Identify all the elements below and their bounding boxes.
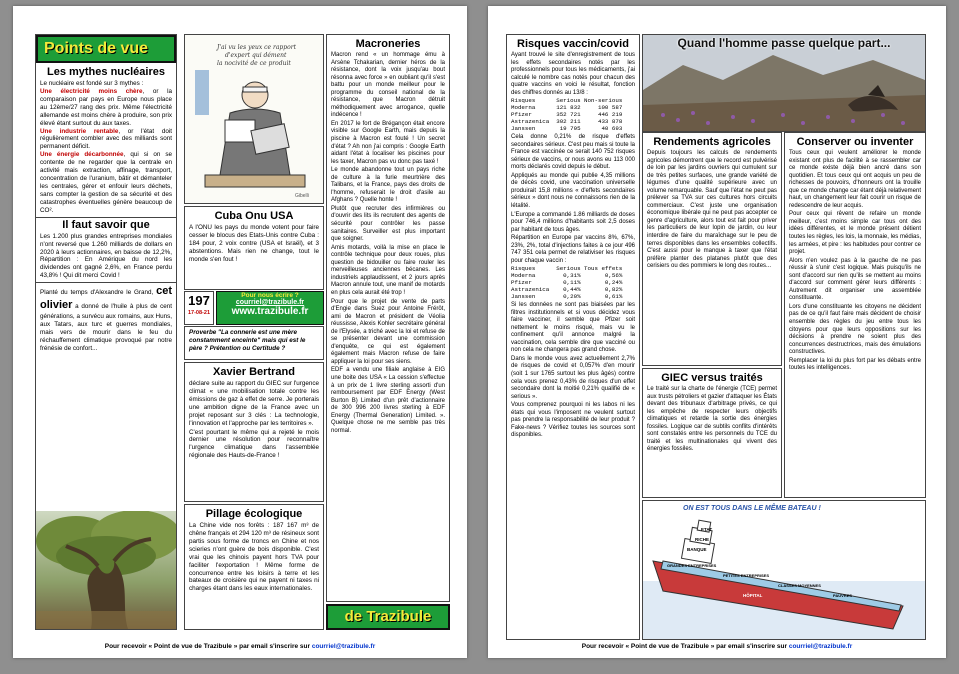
issue-number: 197: [188, 293, 210, 308]
table-row: Janssen 19 795 40 693: [511, 125, 623, 133]
table-header: Risques Serious Tous effets: [511, 265, 623, 273]
giec-title: GIEC versus traités: [661, 372, 763, 384]
macron-text-7: EDF a vendu une filiale anglaise à EIG une boite des USA « La cession s'effectue à un prix de 1 livre sterling assorti d'un remboursement par EDF Energy (West Burton B) Limited d'un prêt d'actionnaire de 300 996 200 livres sterling à EDF Energy (Thermal Generation) Limited. ». Quelque chose ne me semble pas très normal.: [331, 367, 445, 434]
conserver-text-5: Remplacer la loi du plus fort par les débats entre toutes les intelligences.: [789, 357, 921, 372]
proverbe-box: [184, 326, 324, 360]
macroneries-article: [326, 34, 450, 602]
cuba-title: Cuba Onu USA: [214, 210, 294, 222]
olivier-text: Planté du temps d'Alexandre le Grand, cet olivier a donné de l'huile à plus de cent générations, a survécu aux romains, aux Huns, aux Tatars, aux turc et guerres mondiales, mais vers de mourir dans le feu du réchauffement climatique provoqué par notre frénésie de confort...: [40, 285, 172, 352]
cartoon-expert-report: [184, 34, 324, 204]
giec-article: [642, 368, 782, 498]
boat-label-moyennes: CLASSES MOYENNES: [778, 583, 821, 588]
table-row: Moderna 121 832 100 587: [511, 104, 623, 112]
risques-text-2: Cela donne 0,21% de risque d'effets secondaires sérieux. C'est peu mais si toute la France est vaccinée ce serait 140 752 risques sérieux de vaccins, or nous avons eu 113 000 morts déclarés covid depuis le début.: [511, 134, 635, 171]
macron-text-4: Plutôt que recruter des infirmières ou d'ouvrir des lits ils recrutent des agents de sécurité pour contrôler les passe sanitaires. Surveiller est plus important que soigner.: [331, 205, 445, 243]
bertrand-article: [184, 362, 324, 502]
conserver-text-2: Pour ceux qui rêvent de refaire un monde meilleur, c'est moins simple car tous ont des idées différentes, et le monde présent détient toutes les règles, les lois, la monnaie, les médias, les armées, et pire : les habitudes pour contrer ce projet.: [789, 211, 921, 256]
cuba-article: [184, 206, 324, 290]
svg-text:d'expert qui dément: d'expert qui dément: [225, 52, 287, 59]
conserver-text-4: Lors d'une constituante les citoyens ne décident pas de ce qu'il faut faire mais décident de choisir ensemble des règles du jeu entre tous les citoyens pour que leurs oppositions sur les décisions à prendre ne soient plus des concurrences destructrices, mais des émulations constructives.: [789, 303, 921, 356]
cuba-text: A l'ONU les pays du monde votent pour faire cesser le blocus des Etats-Unis contre Cuba : 184 pour, 2 voix contre (USA et Israël), et 3 abstentions. Mais rien ne change, tout le monde s'en fout !: [189, 224, 319, 263]
risques-text-5: Répartition en Europe par vaccins 8%, 67%, 23%, 2%, total d'injections faites à ce jour 496 747 351 cela permet de relativiser les risques pour chaque vaccin :: [511, 235, 635, 264]
risques-table-2: [511, 266, 635, 301]
boat-label-etat: ETAT: [701, 527, 713, 532]
macron-text-3: Le monde abandonne tout un pays riche de culture à la furie meurtrière des Talibans, et la France, pays des droits de l'homme, refuserait le droit d'asile au Afghans ? Quelle honte !: [331, 167, 445, 204]
newsletter-page-right: [488, 6, 946, 658]
conserver-text-1: Tous ceux qui veulent améliorer le monde existant ont plus de facilité à se rassembler car ce monde existe déjà bien ancré dans son quotidien. Et tous ceux qui ont acquis un peu de richesses de pouvoirs, d'honneurs ont la trouille que ce monde change car étant déjà relativement haut, un changement leur fait courir un risque de redescendre de leur acquis.: [789, 150, 921, 209]
bertrand-text-2: C'est pourtant le même qui a rejeté le mois dernier une résolution pour reconnaître l'urgence climatique dans l'assemblée régionale des Hauts-de-France !: [189, 428, 319, 460]
svg-text:J'ai vu les yeux ce rapport: J'ai vu les yeux ce rapport: [217, 44, 297, 51]
risques-text-1: Ayant trouvé le site d'enregistrement de tous les effets secondaires notés par les professionnels pour tous les médicaments, j'ai calculé le nombre cas notés pour chacun des quatre vaccins en voici le résultat, fonction des chiffres donnés au 13/8 :: [511, 52, 635, 96]
boat-caption: ON EST TOUS DANS LE MÊME BATEAU !: [683, 505, 821, 512]
website-link[interactable]: www.trazibule.fr: [231, 306, 309, 317]
table-row: Pfizer 0,11% 0,24%: [511, 279, 623, 287]
savoir-title: Il faut savoir que: [62, 218, 150, 231]
contact-email-link[interactable]: courriel@trazibule.fr: [235, 299, 305, 306]
table-row: Moderna 0,31% 0,56%: [511, 272, 623, 280]
macron-text-1: Macron rend « un hommage ému à Arsène Tchakarian, dernier héros de la résistance, dont la voix jusqu'au bout résonna avec force » en oubliant qu'il s'est battu pour un monde meilleur pour le programme du conseil national de la résistance, que Macron détruit méthodiquement avec arrogance, quelle indécence !: [331, 52, 445, 119]
left-footer: Pour recevoir « Point de vue de Trazibule » par email s'inscrire sur courriel@trazibule.fr: [104, 643, 376, 650]
pillage-title: Pillage écologique: [205, 508, 303, 520]
giec-text: Le traité sur la charte de l'énergie (TCE) permet aux trusts pétroliers et gazier d'attaquer les États devant des tribunaux d'arbitrage privés, ce qui les empêche de respecter leurs objectifs climatiques et retarde la sortie des énergies fossiles. Logique car de subtils conflits d'intérêts sont constatés entre les personnels du TCE du traité et les multinationales qui vivent des énergies fossiles.: [647, 386, 777, 453]
nucleaire-text: Le nucléaire est fondé sur 3 mythes : Une électricité moins chère, or la comparaison par pays en Europe nous place au 12ème/27 rang des prix. Même l'électricité allemande est moins chère à produire, son prix élevé étant surtout du aux taxes. Une industrie rentable, or l'état doit régulièrement combler avec des milliards sont permanent déficit. Une énergie décarbonnée, qui si on se contente de ne regarder que la centrale en activité mais extraction, affinage, transport, concentration de l'uranium, bâtir et démanteler les centrales, gérer et enfouir leurs déchets, sans compter la gestion de sa sécurité et des catastrophes éventuelles génère beaucoup de CO².: [40, 80, 172, 214]
risques-text-3: Appliqués au monde qui publie 4,35 millions de décès covid, une vaccination universelle produirait 15,8 millions « d'effets secondaires sérieux » dont nous ne connaissons rien de la létalité.: [511, 172, 635, 209]
boat-label-banque: BANQUE: [687, 547, 707, 552]
risques-text-4: L'Europe a commandé 1.86 milliards de doses pour 746,4 millions d'habitants soit 2,5 doses par habitant de tous âges.: [511, 211, 635, 233]
conserver-article: [784, 132, 926, 498]
risques-text-8: Vous comprenez pourquoi ni les labos ni les états qui vous l'imposent ne veulent surtout pas prendre la responsabilité de leur produit ? Fake-news ? Vérifiez toutes les sources sont disponibles.: [511, 402, 635, 439]
pillage-article: [184, 504, 324, 630]
rendements-text: Depuis toujours les calculs de rendements agricoles démontrent que le record est pulvérisé de loin par les jardins ouvriers qui cumulent sur de très petites surfaces, une grande variété de légumes d'une qualité supérieure avec un volume remarquable. Sauf que l'état ne peut pas prélever sa TVA sur ces cultures hors circuits commerciaux. C'est juste une organisation économique libérale qui ne peut pas accepter ce genre d'agriculture, alors tout est fait pour priver les particuliers de leur lopin de jardin, ou leur interdire de faire du maraîchage sur le peu de terres disponibles dans les ensembles collectifs. C'est aussi pour le manque à taxer que l'état préfère planter des platanes plutôt que des cerisiers ou des pommiers le long des routes...: [647, 150, 777, 270]
boat-label-riche: RICHE: [695, 537, 710, 542]
macron-text-2: En 2017 le fort de Brégançon était encore visible sur Google Earth, mais depuis la piscine à Macron est fouté ! Un secret d'état ? Ah non j'ai compris : Google Earth aidant l'état à localiser les piscines pour les taxer, Macron pas vu donc pas taxé !: [331, 120, 445, 165]
macroneries-title: Macroneries: [355, 38, 421, 50]
bertrand-text-1: déclare suite au rapport du GIEC sur l'urgence climat « une mobilisation totale contre les émissions de gaz à effet de serre. Je porterais une ambition digne de la France avec un projet reposant sur 3 clés : La technologie, l'innovation et l'approche par les territoires ».: [189, 380, 319, 427]
svg-text:Gibelli: Gibelli: [295, 193, 309, 199]
conserver-text-3: Alors n'en voulez pas à la gauche de ne pas réussir à s'unir c'est logique. Mais puisqu'ils ne sont d'accord sur rien qu'ils se mettent au moins d'accord sur comment gérer leurs différents : Autrement dit organiser une assemblée constituante.: [789, 257, 921, 302]
issue-date: 17-08-21: [187, 310, 211, 316]
conserver-title: Conserver ou inventer: [796, 136, 914, 148]
table-header: Risques Serious Non-serious: [511, 97, 623, 105]
svg-text:la nocivité de ce produit: la nocivité de ce produit: [217, 60, 291, 67]
nucleaire-title: Les mythes nucléaires: [46, 66, 165, 78]
table-row: Astrazenica 302 211 433 878: [511, 118, 623, 126]
newsletter-page-left: [13, 6, 467, 658]
table-row: Astrazenica 0,44% 0,82%: [511, 286, 623, 294]
risques-text-7: Dans le monde vous avez actuellement 2,7% de risques de covid et 0,057% d'en mourir (soit 1 sur 1765 surtout les plus âgés) contre cela vous prenez 0,43% de risques d'un effet secondaire dont la moitié 0,21% qualifié de « serious ».: [511, 355, 635, 400]
quand-title: Quand l'homme passe quelque part...: [677, 36, 891, 50]
boat-cartoon: [642, 500, 926, 640]
risques-table-1: [511, 98, 635, 133]
left-column-1: [35, 34, 177, 630]
boat-label-grandes: GRANDES ENTREPRISES: [667, 563, 717, 568]
issue-info: [184, 291, 324, 325]
banner-points-de-vue: Points de vue: [36, 35, 176, 63]
macron-text-6: Pour que le projet de vente de parts d'Engie dans Suez pour Antoine Fréröt, ami de Macron et président de Véolia réussisse, Alexis Kohler secrétaire général de l'Elysée, a triché avec la loi et refuse de se présenter devant une commission d'enquête, ce qui est également également mais Macron refuse de faire appliquer la loi pour ses siens.: [331, 298, 445, 365]
risques-text-6: Si les données ne sont pas biaisées par les filtres institutionnels et si vous décidez vous faire vacciner, il semble que Pfizer soit nettement le moins risqué, mais vu le confinement qu'il annonce malgré la vaccination, cela semble dire que vacciné ou non cela ne changera pas grand chose.: [511, 302, 635, 354]
banner-de-trazibule: de Trazibule: [326, 604, 450, 630]
write-label: Pour nous écrire ?: [241, 292, 299, 299]
boat-label-hopital: HÔPITAL: [743, 593, 763, 598]
macron-text-5: Amis motards, voilà la mise en place le contrôle technique pour deux roues, plus question de bidouiller ou faire rouler les merveilleuses anciennes bécanes. Les industriels applaudissent, et 2 jours après Macron annule tout, une manif de motards en plus cela aurait été trop !: [331, 244, 445, 296]
right-footer-email-link[interactable]: courriel@trazibule.fr: [788, 643, 853, 650]
boat-label-petites: PETITES ENTREPRISES: [723, 573, 770, 578]
risques-title: Risques vaccin/covid: [517, 38, 629, 50]
pillage-text: La Chine vide nos forêts : 187 167 m³ de chêne français et 294 120 m³ de résineux sont partis sous forme de troncs en Chine et nos scieries n'ont guère de bois disponible. C'est vrai que les chinois payent hors TVA pour faciliter l'exportation ! Même forme de concurrence entre les loisirs à terre et les bateaux de croisière qui ne payent ni taxes ni charges étant dans les eaux internationales.: [189, 522, 319, 593]
bertrand-title: Xavier Bertrand: [213, 366, 295, 378]
savoir-text: Les 1.200 plus grandes entreprises mondiales n'ont reversé que 1.260 milliards de dollars en 2020 à leurs actionnaires, en baisse de 12,2%, Répartition : En Amérique du nord les dividendes ont gagné 2,6%, en France perdu 43,8% ! Qui dit merci Covid !: [40, 232, 172, 280]
proverbe-text: Proverbe "La connerie est une mère constamment enceinte" mais qui est le père ? Prétention ou Certitude ?: [189, 329, 306, 352]
left-footer-email-link[interactable]: courriel@trazibule.fr: [311, 643, 376, 650]
boat-label-pauvres: PAUVRES: [833, 593, 853, 598]
olive-tree-photo: [36, 511, 177, 629]
rendements-article: [642, 132, 782, 366]
table-row: Pfizer 352 721 446 219: [511, 111, 623, 119]
rendements-title: Rendements agricoles: [653, 136, 771, 148]
risques-article: [506, 34, 640, 640]
right-footer: Pour recevoir « Point de vue de Trazibule » par email s'inscrire sur courriel@trazibule.fr: [581, 643, 853, 650]
table-row: Janssen 0,20% 0,61%: [511, 293, 623, 301]
